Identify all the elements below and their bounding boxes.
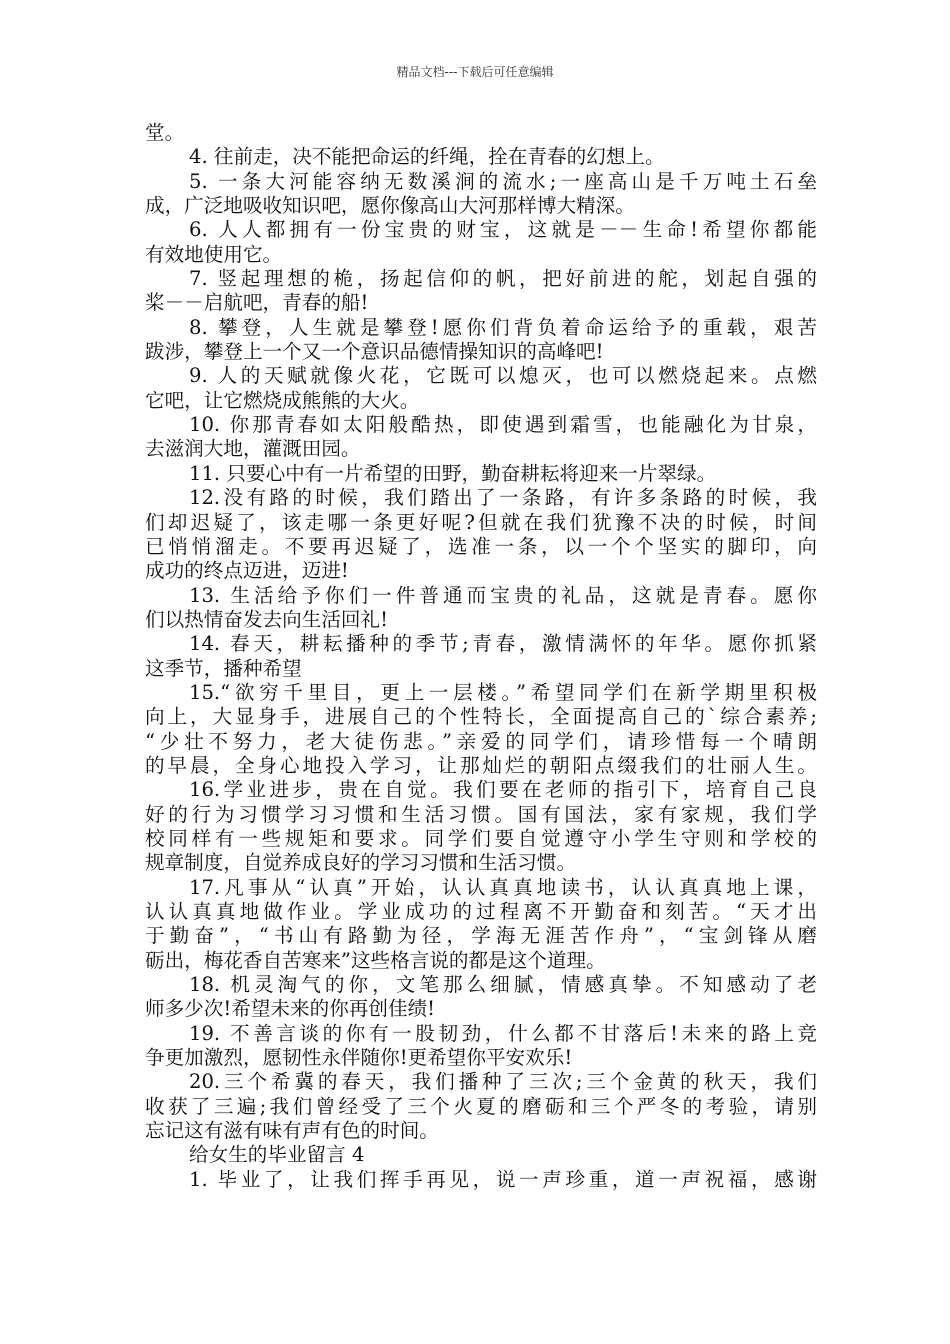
text-line: 18. 机灵淘气的你，文笔那么细腻，情感真挚。不知感动了老: [189, 973, 817, 997]
text-line: 16.学业进步，贵在自觉。我们要在老师的指引下，培育自己良: [189, 778, 817, 802]
text-line: 于勤奋”，“书山有路勤为径，学海无涯苦作舟”，“宝剑锋从磨: [145, 924, 817, 948]
text-line: 们却迟疑了，该走哪一条更好呢?但就在我们犹豫不决的时候，时间: [145, 510, 817, 534]
text-line: 12.没有路的时候，我们踏出了一条路，有许多条路的时候，我: [189, 486, 817, 510]
text-line: 13. 生活给予你们一件普通而宝贵的礼品，这就是青春。愿你: [189, 583, 817, 607]
text-line: 去滋润大地，灌溉田园。: [145, 437, 361, 461]
text-line: 堂。: [145, 121, 185, 144]
text-line: 14. 春天，耕耘播种的季节;青春，激情满怀的年华。愿你抓紧: [189, 632, 817, 656]
text-line: 9. 人的天赋就像火花，它既可以熄灭，也可以燃烧起来。点燃: [189, 364, 817, 388]
text-line: 们以热情奋发去向生活回礼!: [145, 607, 388, 631]
text-line: 7. 竖起理想的桅，扬起信仰的帆，把好前进的舵，划起自强的: [189, 267, 817, 291]
text-line: 师多少次!希望未来的你再创佳绩!: [145, 997, 436, 1021]
text-line: “少壮不努力，老大徒伤悲。”亲爱的同学们，请珍惜每一个晴朗: [145, 729, 817, 753]
text-line: 桨－－启航吧，青春的船!: [145, 291, 369, 315]
text-line: 砺出，梅花香自苦寒来”这些格言说的都是这个道理。: [145, 948, 606, 972]
text-line: 15.“欲穷千里目，更上一层楼。”希望同学们在新学期里积极: [189, 680, 817, 704]
text-line: 1. 毕业了，让我们挥手再见，说一声珍重，道一声祝福，感谢: [189, 1167, 817, 1191]
text-line: 成，广泛地吸收知识吧，愿你像高山大河那样博大精深。: [145, 194, 635, 218]
text-line: 20.三个希冀的春天，我们播种了三次;三个金黄的秋天，我们: [189, 1070, 817, 1094]
text-line: 校同样有一些规矩和要求。同学们要自觉遵守小学生守则和学校的: [145, 826, 817, 850]
text-line: 有效地使用它。: [145, 242, 283, 266]
text-line: 规章制度，自觉养成良好的学习习惯和生活习惯。: [145, 851, 577, 875]
document-body: [145, 121, 817, 1192]
text-line: 好的行为习惯学习习惯和生活习惯。国有国法，家有家规，我们学: [145, 802, 817, 826]
text-line: 5. 一条大河能容纳无数溪涧的流水;一座高山是千万吨土石垒: [189, 169, 817, 193]
page-header: 精品文档---下载后可任意编辑: [396, 65, 554, 79]
text-line: 6. 人人都拥有一份宝贵的财宝，这就是－－生命!希望你都能: [189, 218, 817, 242]
text-line: 忘记这有滋有味有声有色的时间。: [145, 1119, 439, 1143]
text-line: 跋涉，攀登上一个又一个意识品德情操知识的高峰吧!: [145, 340, 604, 364]
text-line: 11. 只要心中有一片希望的田野，勤奋耕耘将迎来一片翠绿。: [189, 461, 717, 485]
text-line: 8. 攀登，人生就是攀登!愿你们背负着命运给予的重载，艰苦: [189, 315, 817, 339]
text-line: 成功的终点迈进，迈进!: [145, 559, 349, 583]
text-line: 收获了三遍;我们曾经受了三个火夏的磨砺和三个严冬的考验，请别: [145, 1094, 817, 1118]
text-line: 19. 不善言谈的你有一股韧劲，什么都不甘落后!未来的路上竞: [189, 1021, 817, 1045]
text-line: 给女生的毕业留言 4: [189, 1143, 365, 1167]
text-line: 认认真真地做作业。学业成功的过程离不开勤奋和刻苦。“天才出: [145, 900, 817, 923]
text-line: 它吧，让它燃烧成熊熊的大火。: [145, 388, 420, 412]
text-line: 争更加激烈，愿韧性永伴随你!更希望你平安欢乐!: [145, 1046, 573, 1070]
text-line: 向上，大显身手，进展自己的个性特长，全面提高自己的`综合素养;: [145, 705, 817, 729]
text-line: 17.凡事从“认真”开始，认认真真地读书，认认真真地上课，: [189, 875, 817, 899]
text-line: 4. 往前走，决不能把命运的纤绳，拴在青春的幻想上。: [189, 145, 665, 169]
text-line: 这季节，播种希望: [145, 656, 302, 680]
text-line: 已悄悄溜走。不要再迟疑了，选准一条，以一个个坚实的脚印，向: [145, 534, 817, 558]
text-line: 的早晨，全身心地投入学习，让那灿烂的朝阳点缀我们的壮丽人生。: [145, 753, 817, 777]
text-line: 10. 你那青春如太阳般酷热，即使遇到霜雪，也能融化为甘泉，: [189, 413, 817, 437]
